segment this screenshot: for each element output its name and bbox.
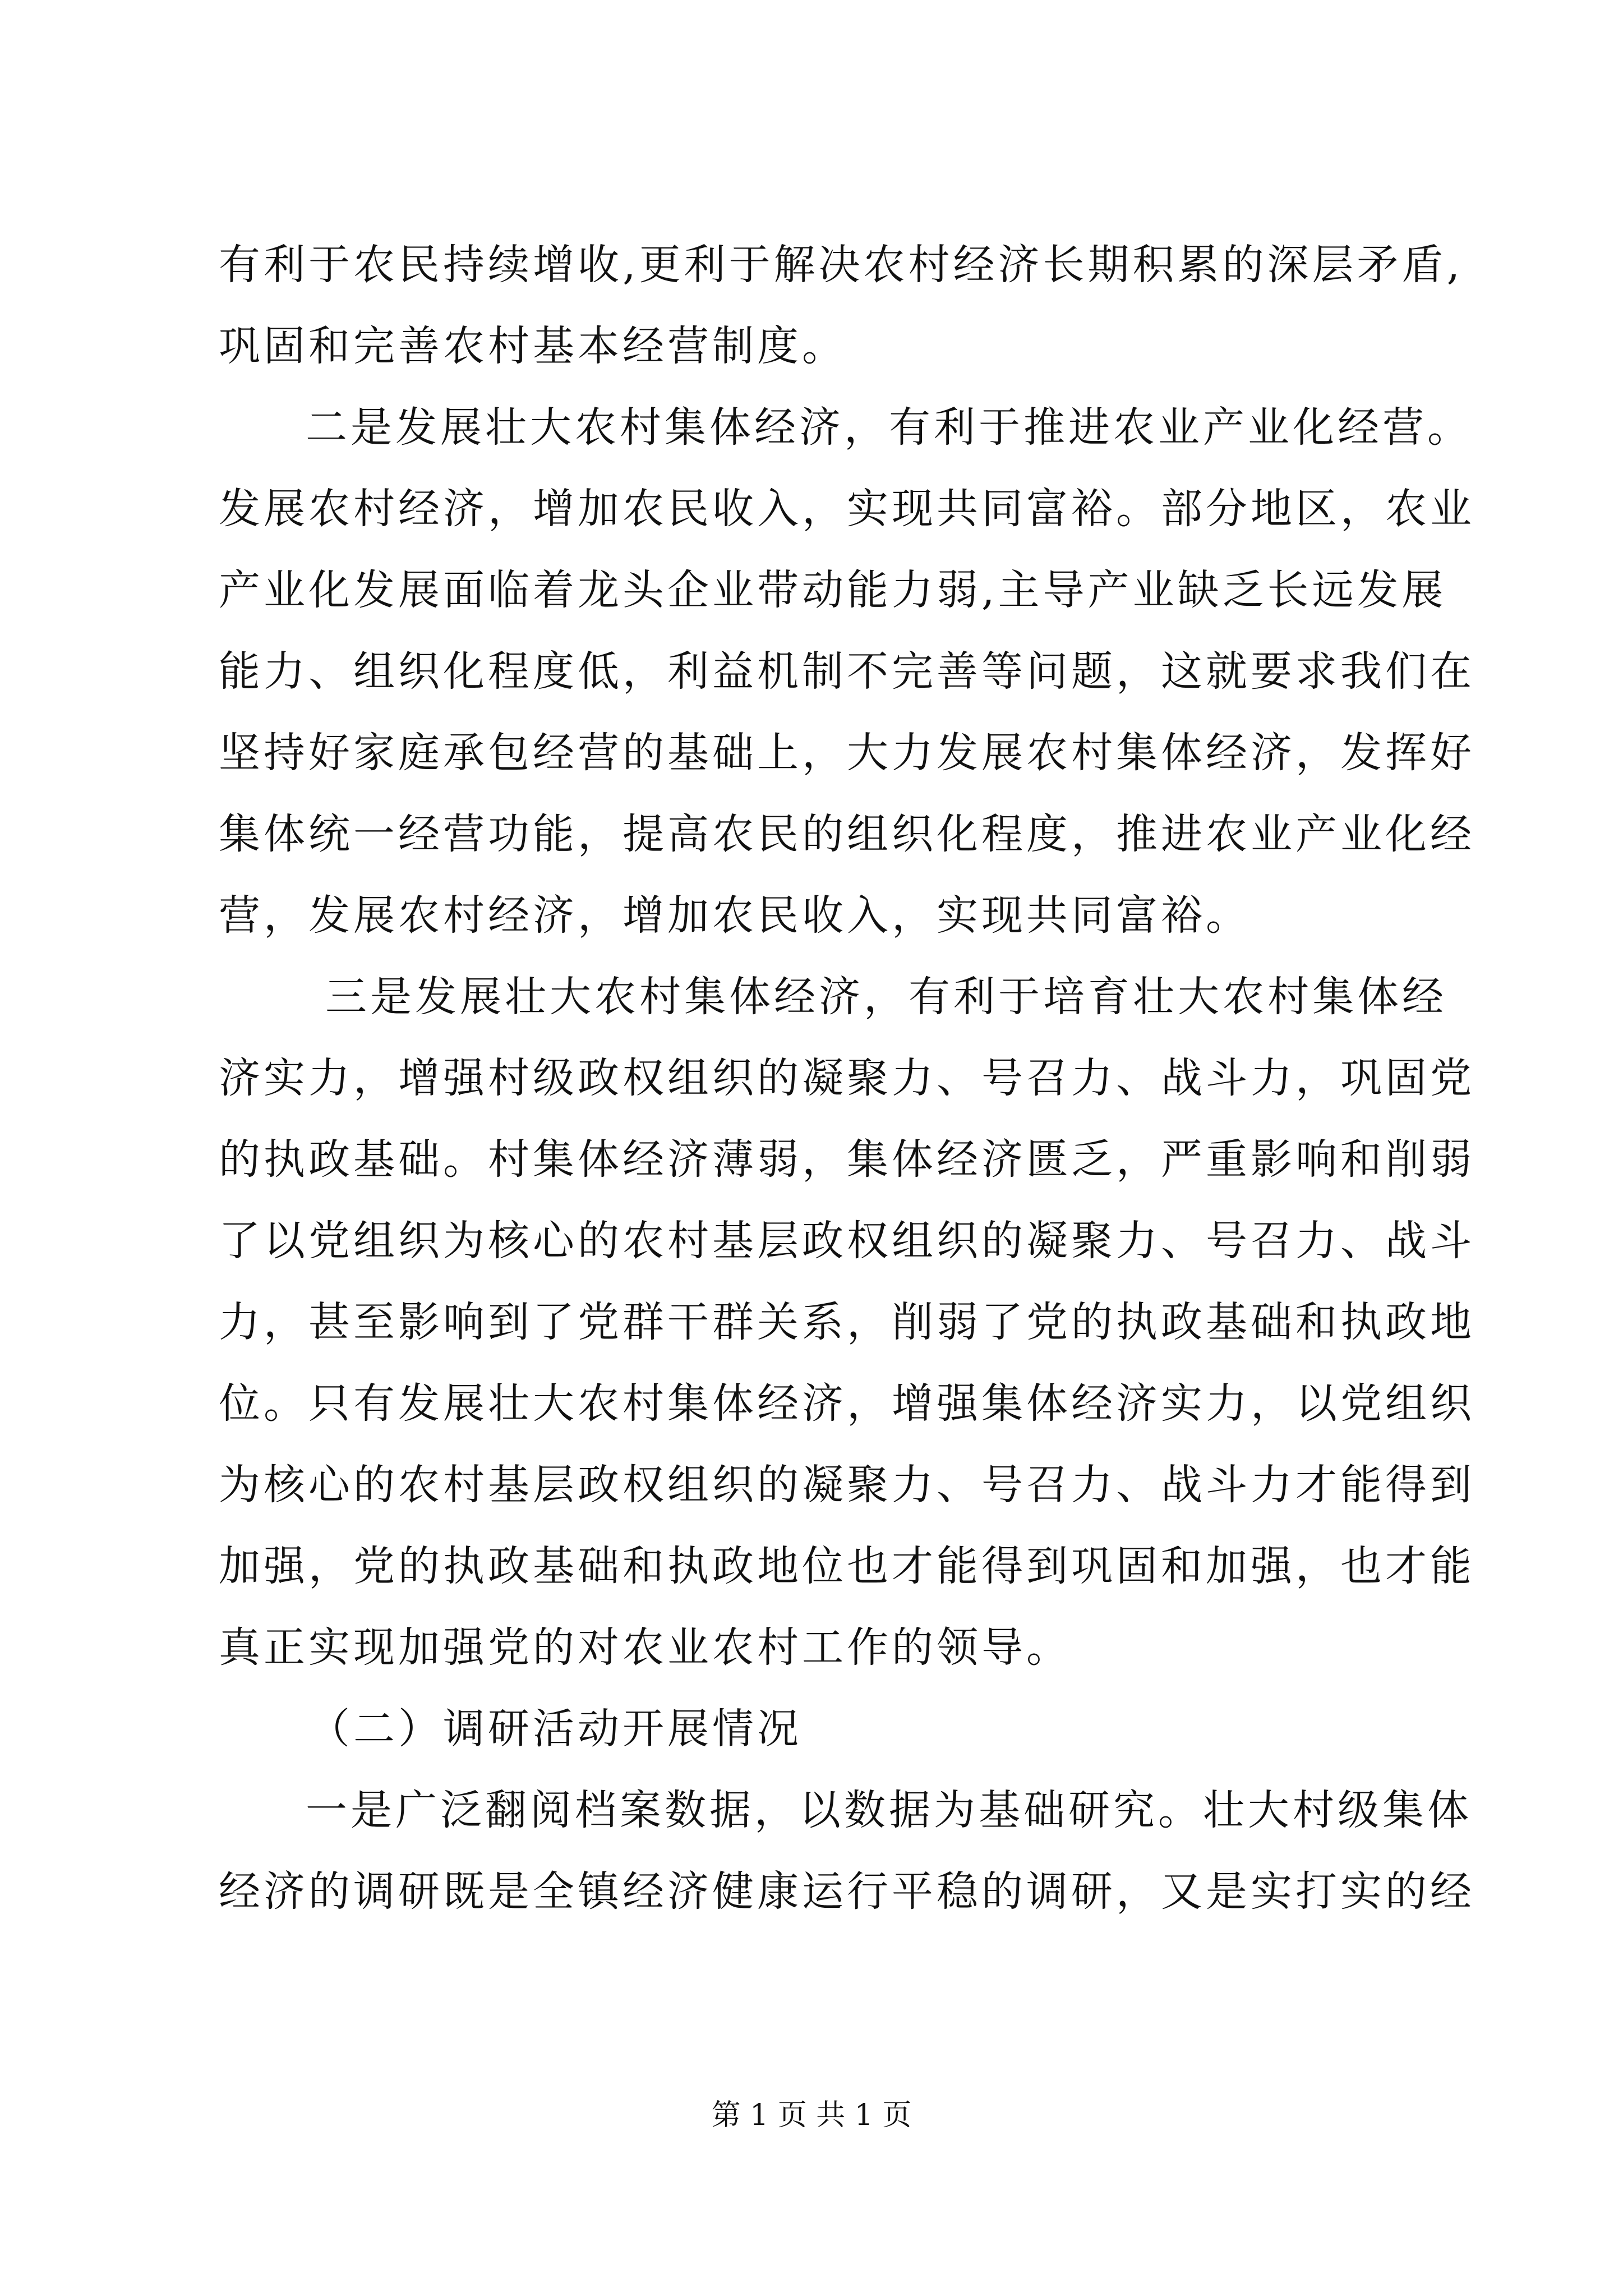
text-line: 产业化发展面临着龙头企业带动能力弱,主导产业缺乏长远发展: [219, 566, 1447, 614]
text-line: 有利于农民持续增收,更利于解决农村经济长期积累的深层矛盾,: [219, 241, 1464, 289]
section-heading: （二）调研活动开展情况: [308, 1705, 802, 1753]
text-line: 位。只有发展壮大农村集体经济，增强集体经济实力，以党组织: [219, 1379, 1475, 1428]
text-line: 巩固和完善农村基本经营制度。: [219, 322, 847, 370]
text-line: 加强，党的执政基础和执政地位也才能得到巩固和加强，也才能: [219, 1542, 1475, 1590]
text-line: 力，甚至影响到了党群干群关系，削弱了党的执政基础和执政地: [219, 1298, 1475, 1346]
text-line: 能力、组织化程度低，利益机制不完善等问题，这就要求我们在: [219, 647, 1475, 696]
text-line: 了以党组织为核心的农村基层政权组织的凝聚力、号召力、战斗: [219, 1217, 1475, 1265]
text-line: 的执政基础。村集体经济薄弱，集体经济匮乏，严重影响和削弱: [219, 1135, 1475, 1184]
text-line: 真正实现加强党的对农业农村工作的领导。: [219, 1623, 1071, 1672]
text-line: 发展农村经济，增加农民收入，实现共同富裕。部分地区，农业: [219, 485, 1475, 533]
page-footer: 第 1 页 共 1 页: [711, 2099, 912, 2132]
paragraph-start-line: 二是发展壮大农村集体经济，有利于推进农业产业化经营。: [306, 403, 1472, 452]
text-line: 坚持好家庭承包经营的基础上，大力发展农村集体经济，发挥好: [219, 729, 1475, 777]
text-line: 集体统一经营功能，提高农民的组织化程度，推进农业产业化经: [219, 810, 1475, 858]
paragraph-start-line: 一是广泛翻阅档案数据，以数据为基础研究。壮大村级集体: [306, 1786, 1472, 1834]
text-line: 营，发展农村经济，增加农民收入，实现共同富裕。: [219, 891, 1251, 940]
text-line: 为核心的农村基层政权组织的凝聚力、号召力、战斗力才能得到: [219, 1461, 1475, 1509]
text-line: 济实力，增强村级政权组织的凝聚力、号召力、战斗力，巩固党: [219, 1054, 1475, 1102]
text-line: 经济的调研既是全镇经济健康运行平稳的调研，又是实打实的经: [219, 1867, 1475, 1916]
paragraph-start-line: 三是发展壮大农村集体经济，有利于培育壮大农村集体经: [325, 973, 1447, 1021]
